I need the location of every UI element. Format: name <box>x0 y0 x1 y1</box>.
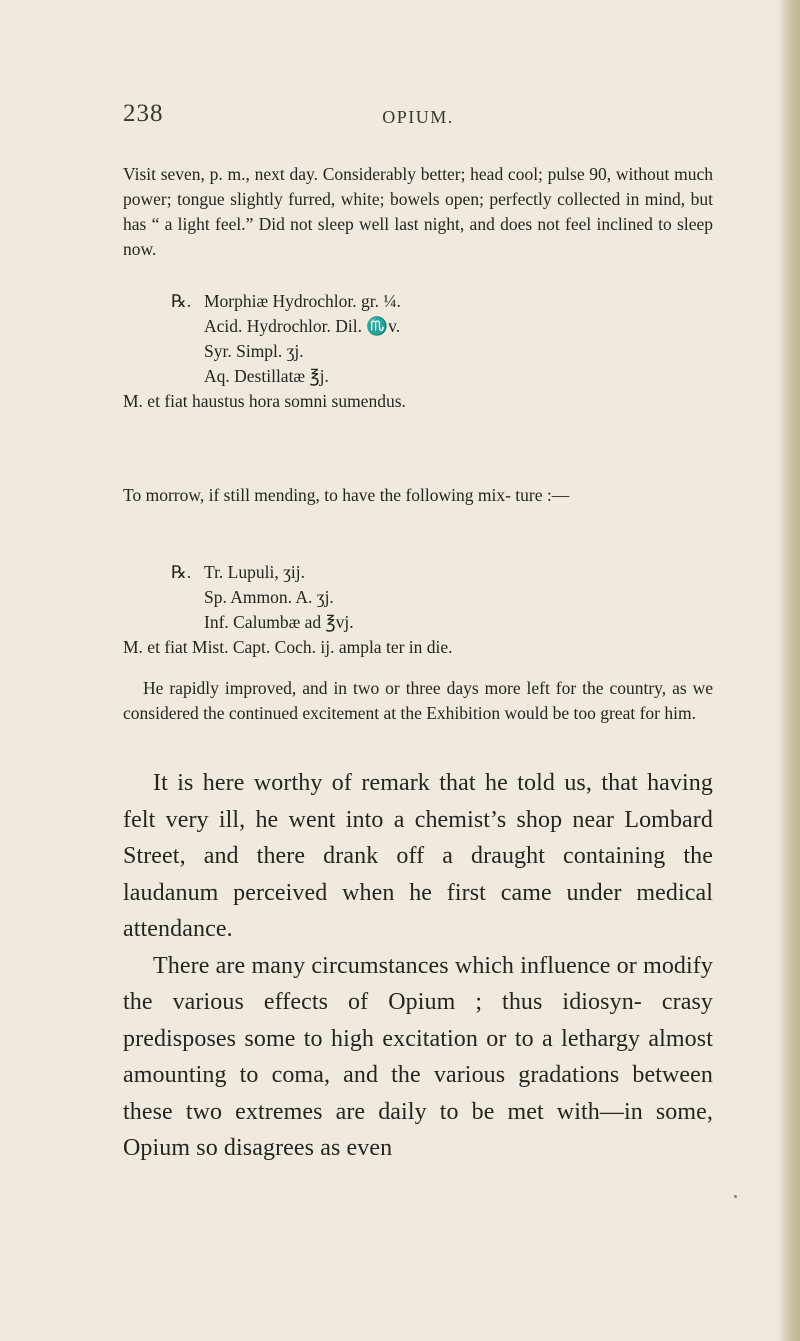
prescription-ingredient: Morphiæ Hydrochlor. gr. ¼. <box>204 291 401 311</box>
prescription-method: M. et fiat Mist. Capt. Coch. ij. ampla ter in die. <box>123 637 453 657</box>
prescription-method: M. et fiat haustus hora somni sumendus. <box>123 391 406 411</box>
prescription-line <box>123 364 713 389</box>
prescription-line <box>123 314 713 339</box>
prescription-1 <box>123 289 713 414</box>
improved-paragraph: He rapidly improved, and in two or three days more left for the country, as we considered the continued excitement at the Exhibition would be too great for him. <box>123 678 713 723</box>
prescription-2 <box>123 560 713 660</box>
prescription-line <box>123 389 713 414</box>
circumstances-paragraph: There are many circumstances which influence or modify the various effects of Opium ; thus idiosyn- crasy predisposes some to high excitation or to a lethargy almost amounting to coma, and the various gradations between these two extremes are daily to be met with—in some, Opium so disagrees as even <box>123 952 713 1161</box>
prescription-ingredient: Syr. Simpl. ʒj. <box>204 341 304 361</box>
improved-paragraph-block <box>123 676 713 726</box>
recipe-symbol: ℞. <box>171 291 192 311</box>
paper-speck <box>734 1195 737 1198</box>
remark-paragraph-block <box>123 765 713 1167</box>
page-edge-shadow <box>778 0 800 1341</box>
remark-paragraph: It is here worthy of remark that he told us, that having felt very ill, he went into a chemist’s shop near Lombard Street, and there drank off a draught containing the laudanum perceived when he first came under medical attendance. <box>123 770 713 942</box>
recipe-symbol: ℞. <box>171 562 192 582</box>
prescription-line <box>123 585 713 610</box>
prescription-line <box>123 610 713 635</box>
prescription-line <box>123 289 713 314</box>
prescription-ingredient: Sp. Ammon. A. ʒj. <box>204 587 334 607</box>
prescription-ingredient: Aq. Destillatæ ℥j. <box>204 366 329 386</box>
prescription-line <box>123 635 713 660</box>
prescription-line <box>123 560 713 585</box>
visit-paragraph-block <box>123 162 713 262</box>
prescription-ingredient: Acid. Hydrochlor. Dil. ♏v. <box>204 316 401 336</box>
page-header <box>123 100 713 134</box>
prescription-ingredient: Tr. Lupuli, ʒij. <box>204 562 305 582</box>
page-number: 238 <box>123 100 164 127</box>
tomorrow-paragraph: To morrow, if still mending, to have the following mix- ture :— <box>123 485 570 505</box>
prescription-line <box>123 339 713 364</box>
tomorrow-paragraph-block <box>123 483 713 508</box>
running-title: OPIUM. <box>382 107 454 127</box>
visit-paragraph: Visit seven, p. m., next day. Considerably better; head cool; pulse 90, without much power; tongue slightly furred, white; bowels open; perfectly collected in mind, but has “ a light feel.” Did not sleep well last night, and does not feel inclined to sleep now. <box>123 164 713 259</box>
prescription-ingredient: Inf. Calumbæ ad ℥vj. <box>204 612 354 632</box>
